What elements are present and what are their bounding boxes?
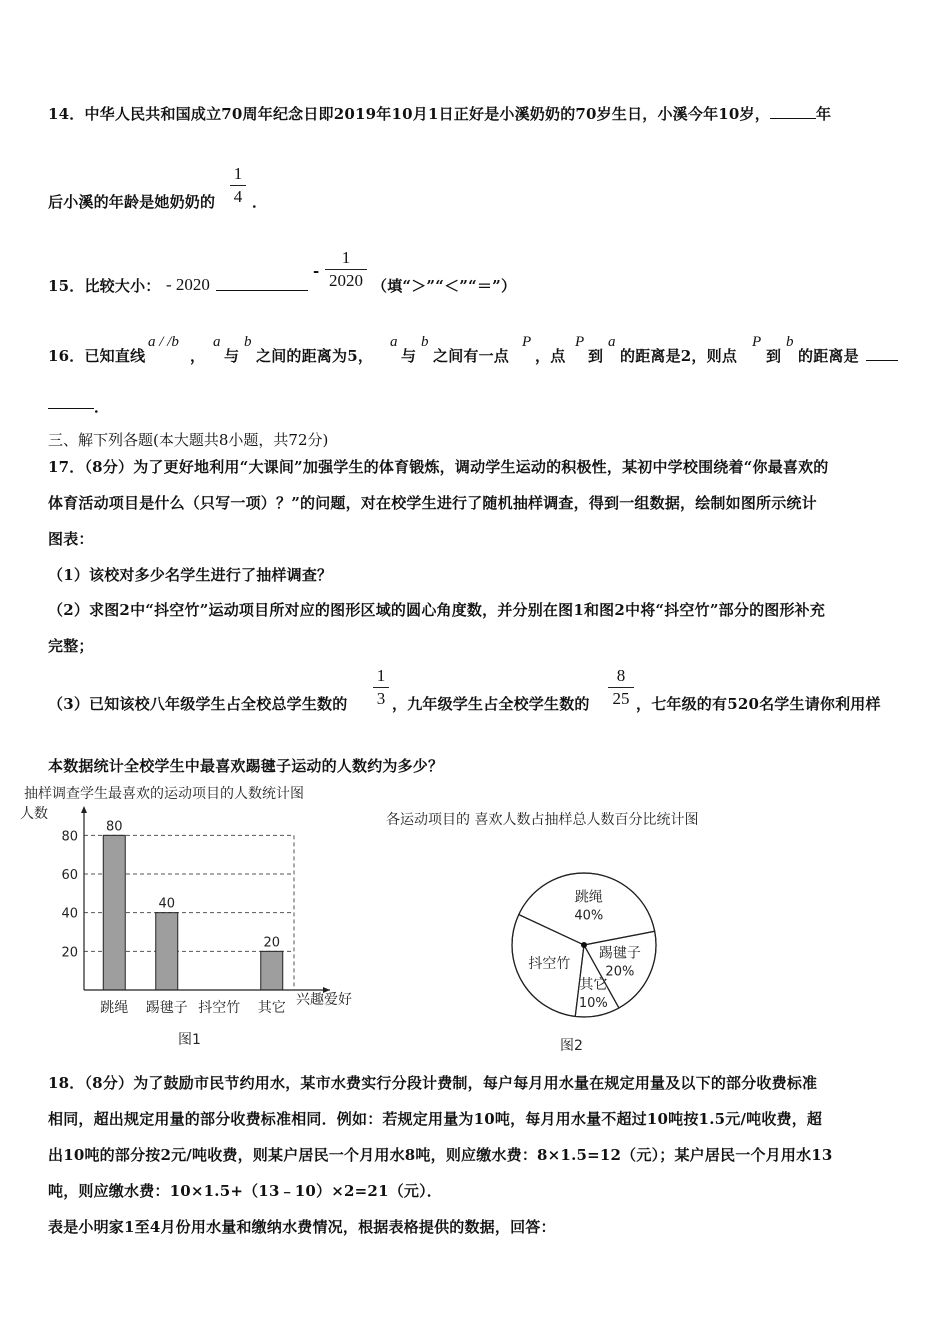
bar-category-label: 其它 (257, 1000, 286, 1016)
pie-chart-caption: 图2 (560, 1038, 583, 1054)
bar-data-label: 40 (158, 896, 176, 912)
q17-sub2-line2: 完整； (48, 637, 94, 655)
q14-answer-blank (770, 118, 816, 119)
q16-seg4: 的距离是2，则点 (620, 347, 738, 365)
q17-sub1: （1）该校对多少名学生进行了抽样调查？ (48, 566, 333, 584)
q16-dao1: 到 (588, 347, 604, 365)
q17-sub3-a: （3）已知该校八年级学生占全校总学生数的 (48, 695, 348, 713)
bar-ytick-label: 40 (61, 906, 78, 922)
q17-sub2-line1: （2）求图2中“抖空竹”运动项目所对应的图形区域的圆心角度数，并分别在图1和图2中将“抖空竹”部分的图形补充 (48, 601, 826, 619)
pie-chart-title: 各运动项目的 喜欢人数占抽样总人数百分比统计图 (386, 812, 699, 828)
q17-sub3-line2: 本数据统计全校学生中最喜欢踢毽子运动的人数约为多少？ (48, 757, 444, 775)
q14-line1: 14．中华人民共和国成立70周年纪念日即2019年10月1日正好是小溪奶奶的70岁生日，小溪今年10岁， 年 (48, 105, 832, 123)
q16-b3: b (786, 334, 794, 350)
bar (261, 951, 283, 990)
q16-math-parallel: a / /b (148, 334, 179, 350)
bar-chart-caption: 图1 (178, 1032, 201, 1048)
q16-seg1: 之间的距离为5， (256, 347, 374, 365)
q14-line2: 后小溪的年龄是她奶奶的 (48, 193, 216, 211)
pie-slice-label: 抖空竹 (528, 956, 571, 973)
q16-comma: ， (190, 347, 206, 365)
pie-slice-percent: 10% (578, 996, 608, 1012)
bar-ytick-label: 20 (61, 945, 78, 961)
q17-line1: 17．（8分）为了更好地利用“大课间”加强学生的体育锻炼，调动学生运动的积极性，某初中学校围绕着“你最喜欢的 (48, 458, 829, 476)
q16-yu2: 与 (401, 347, 417, 365)
bar-y-axis-arrow (81, 806, 87, 813)
q16-a3: a (608, 334, 616, 350)
bar-chart (18, 780, 378, 1060)
q18-line5: 表是小明家1至4月份用水量和缴纳水费情况，根据表格提供的数据，回答： (48, 1218, 556, 1236)
q18-line3: 出10吨的部分按2元/吨收费，则某户居民一个月用水8吨，则应缴水费：8×1.5=12（元）；某户居民一个月用水13 (48, 1146, 833, 1164)
q16-p2: P (575, 334, 585, 350)
q17-sub3-c: ，七年级的有520名学生请你利用样 (636, 695, 881, 713)
q16-a2: a (390, 334, 398, 350)
bar-category-label: 跳绳 (100, 1000, 129, 1016)
q16-seg2: 之间有一点 (433, 347, 510, 365)
q16-b2: b (421, 334, 429, 350)
bar (103, 835, 125, 990)
q16-answer-blank-2 (48, 408, 94, 409)
q17-fraction-1: 1 3 (373, 666, 389, 709)
q15-minus: - (313, 262, 320, 280)
q16-yu1: 与 (224, 347, 240, 365)
q16-line2-end: ． (94, 398, 110, 416)
bar-data-label: 20 (263, 935, 281, 951)
bar-category-label: 踢毽子 (145, 1000, 188, 1016)
pie-slice-label: 其它 (579, 977, 608, 994)
q17-fraction-2: 8 25 (608, 666, 634, 709)
q18-line2: 相同，超出规定用量的部分收费标准相同．例如：若规定用量为10吨，每月用水量不超过10吨按1.5元/吨收费，超 (48, 1110, 823, 1128)
q15-label: 15．比较大小： (48, 277, 161, 295)
pie-slice-label: 跳绳 (574, 889, 603, 906)
bar-data-label: 80 (105, 819, 123, 835)
bar-chart-ylabel: 人数 (20, 806, 48, 822)
bar-chart-title: 抽样调查学生最喜欢的运动项目的人数统计图 (24, 786, 304, 802)
pie-slice-percent: 20% (605, 964, 635, 980)
q16-a1: a (213, 334, 221, 350)
q15-left-value: - 2020 (166, 275, 210, 294)
q14-line2-end: ． (252, 193, 268, 211)
q15-answer-blank (216, 290, 308, 291)
q16-dao2: 到 (766, 347, 782, 365)
q18-line4: 吨，则应缴水费：10×1.5+（13﹣10）×2=21（元）． (48, 1182, 443, 1200)
pie-center-dot (581, 942, 587, 948)
q17-line2: 体育活动项目是什么（只写一项）？”的问题，对在校学生进行了随机抽样调查，得到一组数据，绘制如图所示统计 (48, 494, 817, 512)
q16-p1: P (522, 334, 532, 350)
bar (156, 913, 178, 990)
q15-fraction: 1 2020 (325, 248, 367, 291)
q16-seg3: ，点 (535, 347, 566, 365)
q16-b1: b (244, 334, 252, 350)
bar-ytick-label: 80 (61, 829, 78, 845)
bar-category-label: 抖空竹 (198, 1000, 241, 1016)
pie-slice-percent: 40% (574, 908, 604, 924)
q16-answer-blank-1 (866, 360, 898, 361)
q17-line3: 图表： (48, 530, 94, 548)
bar-chart-xlabel: 兴趣爱好 (296, 992, 352, 1008)
q17-sub3-b: ，九年级学生占全校学生数的 (392, 695, 590, 713)
q16-label: 16．已知直线 (48, 347, 146, 365)
q16-seg5: 的距离是 (798, 347, 859, 365)
q18-line1: 18．（8分）为了鼓励市民节约用水，某市水费实行分段计费制，每户每月用水量在规定用量及以下的部分收费标准 (48, 1074, 818, 1092)
pie-chart (380, 800, 800, 1080)
bar-ytick-label: 60 (61, 868, 78, 883)
q16-p3: P (752, 334, 762, 350)
q14-fraction: 1 4 (230, 164, 246, 207)
section-heading: 三、解下列各题(本大题共8小题，共72分) (48, 431, 329, 449)
pie-slice-label: 踢毽子 (598, 945, 641, 962)
q15-hint: （填“＞”“＜”“＝”） (372, 277, 517, 295)
